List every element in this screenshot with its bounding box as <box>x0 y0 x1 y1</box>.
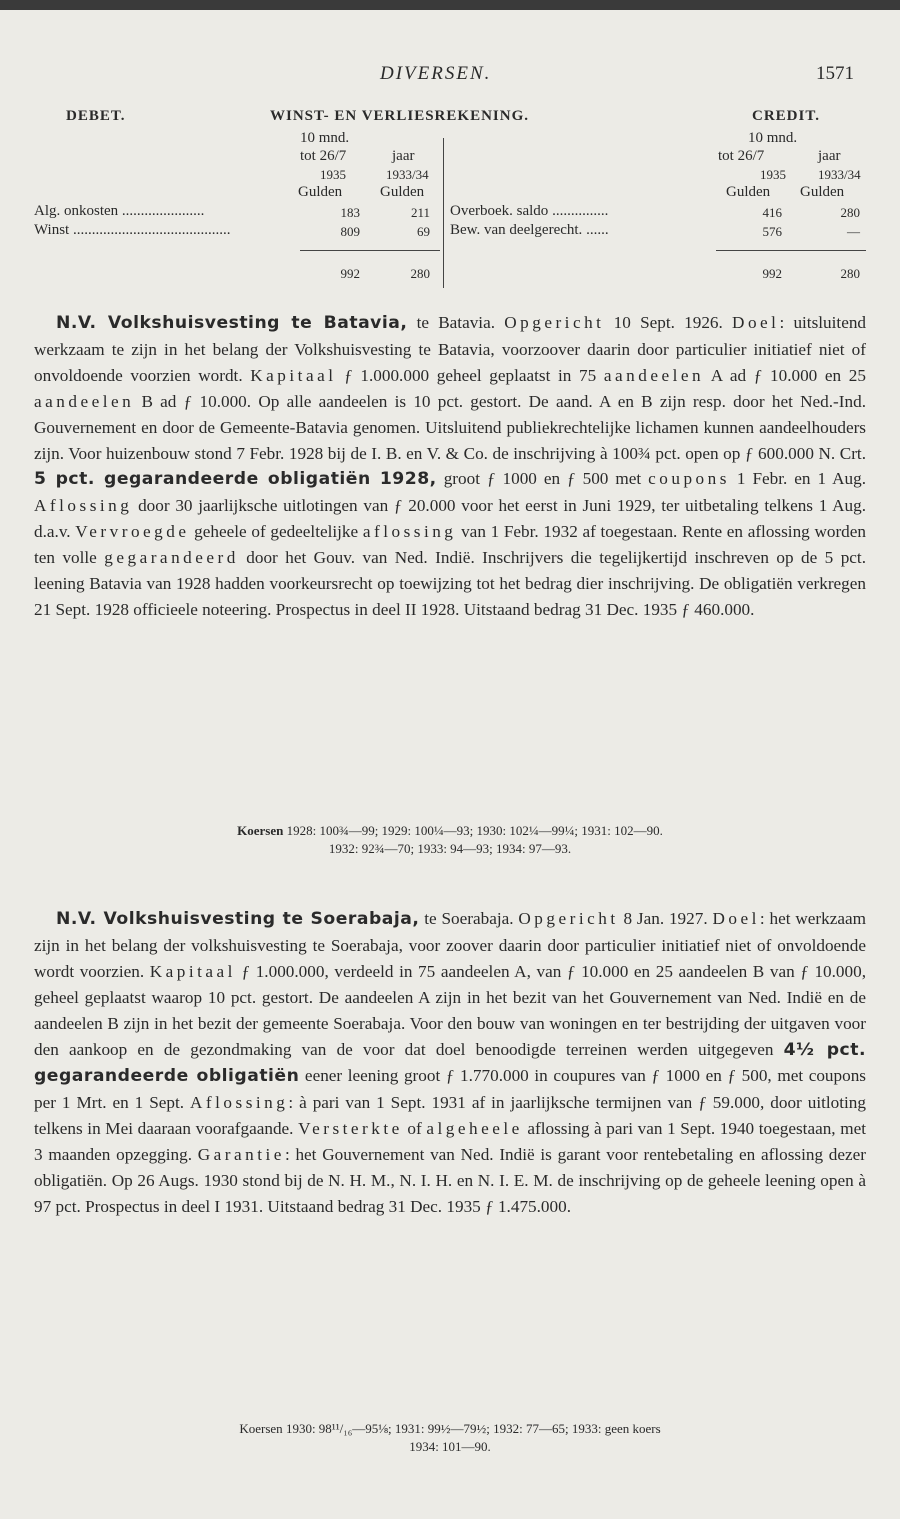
credit-jaar: jaar <box>818 148 841 164</box>
keyword: Aflossing <box>190 1093 289 1113</box>
keyword: aandeelen <box>603 365 705 385</box>
keyword: Opgericht <box>518 909 619 928</box>
debet-unit1: Gulden <box>298 184 343 200</box>
quotes-line: 1928: 100¾—99; 1929: 100¼—93; 1930: 102¼—99¼; 1931: 102—90. <box>283 823 663 838</box>
keyword: Kapitaal <box>149 961 236 981</box>
debet-jaar: jaar <box>392 148 415 164</box>
credit-tot: tot 26/7 <box>718 148 765 164</box>
credit-year2: 1933/34 <box>818 167 861 182</box>
ledger-divider <box>443 138 444 288</box>
debet-year1: 1935 <box>320 167 346 182</box>
quotes-label: Koersen <box>237 823 284 838</box>
quotes-line: 1934: 101—90. <box>409 1439 491 1454</box>
keyword: algeheele <box>426 1119 523 1139</box>
company-name: N.V. Volkshuisvesting te Batavia, <box>56 313 408 333</box>
keyword: Aflossing <box>34 496 133 516</box>
debet-row-value: 809 <box>340 224 360 239</box>
credit-row-value: 576 <box>762 224 782 239</box>
keyword: coupons <box>648 469 730 489</box>
debet-period: 10 mnd. <box>300 130 350 146</box>
scan-top-edge <box>0 0 900 10</box>
keyword: Doel <box>712 909 760 928</box>
debet-row-label: Alg. onkosten ...................... <box>34 203 205 219</box>
quotes-line: 1930: 98¹¹/₁₆—95⅛; 1931: 99½—79½; 1932: 77—65; 1933: geen koers <box>282 1421 661 1436</box>
keyword: Opgericht <box>504 313 605 332</box>
debet-row-value: 183 <box>340 205 360 220</box>
debet-total-rule <box>300 250 440 251</box>
credit-year1: 1935 <box>760 167 786 182</box>
profit-loss-account <box>0 130 900 290</box>
keyword: gegarandeerd <box>104 548 239 568</box>
credit-period: 10 mnd. <box>748 130 798 146</box>
quotes-label: Koersen <box>239 1421 283 1436</box>
keyword: aflossing <box>362 522 457 542</box>
credit-total-rule <box>716 250 866 251</box>
batavia-entry: N.V. Volkshuisvesting te Batavia, te Batavia. Opgericht 10 Sept. 1926. Doel: uitsluitend werkzaam te zijn in het belang der Volkshuisvesting te Batavia, voorzoover daarin door particulier initiatief niet of onvoldoende voorzien wordt. Kapitaal ƒ 1.000.000 geheel geplaatst in 75 aandeelen A ad ƒ 10.000 en 25 aandeelen B ad ƒ 10.000. Op alle aandeelen is 10 pct. gestort. De aand. A en B zijn resp. door het Ned.-Ind. Gouvernement en door de Gemeente-Batavia genomen. Uitsluitend publiekrechtelijke lichamen kunnen aandeelhouders zijn. Voor huizenbouw stond 7 Febr. 1928 bij de I. B. en V. & Co. de inschrijving à 100¾ pct. open op ƒ 600.000 N. Crt. 5 pct. gegarandeerde obligatiën 1928, groot ƒ 1000 en ƒ 500 met coupons 1 Febr. en 1 Aug. Aflossing door 30 jaarlijksche uitlotingen van ƒ 20.000 voor het eerst in Juni 1929, ter uitbetaling telkens 1 Aug. d.a.v. Vervroegde geheele of gedeeltelijke aflossing van 1 Febr. 1932 af toegestaan. Rente en aflossing worden ten volle gegarandeerd door het Gouv. van Ned. Indië. Inschrijvers die tegelijkertijd inschreven op de 5 pct. leening Batavia van 1928 hadden voorkeursrecht op toewijzing tot het bedrag dier inschrijving. De obligatiën verkregen 21 Sept. 1928 officieele noteering. Prospectus in deel II 1928. Uitstaand bedrag 31 Dec. 1935 ƒ 460.000. <box>34 313 867 619</box>
credit-row-value: — <box>847 224 860 239</box>
section-title: DIVERSEN. <box>380 63 492 84</box>
book-page <box>0 10 900 1519</box>
bond-title: 4½ pct. gegarandeerde obligatiën <box>34 1039 866 1087</box>
credit-row-label: Overboek. saldo ............... <box>450 203 609 219</box>
debet-tot: tot 26/7 <box>300 148 347 164</box>
credit-total: 992 <box>762 266 782 281</box>
soerabaja-entry: N.V. Volkshuisvesting te Soerabaja, te Soerabaja. Opgericht 8 Jan. 1927. Doel: het werkzaam zijn in het belang der volkshuisvesting te Soerabaja, voor zoover daarin door particulier initiatief niet of onvoldoende wordt voorzien. Kapitaal ƒ 1.000.000, verdeeld in 75 aandeelen A, van ƒ 10.000 en 25 aandeelen B van ƒ 10.000, geheel geplaatst waarop 10 pct. gestort. De aandeelen A zijn in het bezit van het Gouvernement van Ned. Indië en de aandeelen B zijn in het bezit der gemeente Soerabaja. Voor den bouw van woningen en ter bestrijding der uitgaven voor den aankoop en de gezondmaking van de voor dat doel benoodigde terreinen werden uitgegeven 4½ pct. gegarandeerde obligatiën eener leening groot ƒ 1.770.000 in coupures van ƒ 1000 en ƒ 500, met coupons per 1 Mrt. en 1 Sept. Aflossing: à pari van 1 Sept. 1931 af in jaarlijksche termijnen van ƒ 59.000, door uitloting telkens in Mei daaraan voorafgaande. Versterkte of algeheele aflossing à pari van 1 Sept. 1940 toegestaan, met 3 maanden opzegging. Garantie: het Gouvernement van Ned. Indië is garant voor rentebetaling en aflossing dezer obligatiën. Op 26 Augs. 1930 stond bij de N. H. M., N. I. H. en N. I. E. M. de inschrijving op de geheele leening open à 97 pct. Prospectus in deel I 1931. Uitstaand bedrag 31 Dec. 1935 ƒ 1.475.000. <box>34 909 867 1216</box>
ledger-title: WINST- EN VERLIESREKENING. <box>270 108 529 124</box>
soerabaja-quotes <box>0 1420 900 1456</box>
quotes-line: 1932: 92¾—70; 1933: 94—93; 1934: 97—93. <box>328 841 572 856</box>
debet-unit2: Gulden <box>380 184 425 200</box>
credit-unit2: Gulden <box>800 184 845 200</box>
keyword: Garantie <box>197 1145 285 1165</box>
debet-row-label: Winst .......................................... <box>34 222 231 238</box>
credit-row-value: 280 <box>840 205 860 220</box>
keyword: Doel <box>732 313 780 332</box>
credit-heading: CREDIT. <box>752 108 820 124</box>
debet-year2: 1933/34 <box>386 167 429 182</box>
keyword: Versterkte <box>298 1119 403 1139</box>
credit-unit1: Gulden <box>726 184 771 200</box>
credit-total: 280 <box>840 266 860 281</box>
keyword: aandeelen <box>34 391 135 411</box>
running-head <box>0 63 900 89</box>
debet-row-value: 69 <box>417 224 430 239</box>
debet-row-value: 211 <box>410 205 430 220</box>
debet-total: 280 <box>410 266 430 281</box>
batavia-quotes <box>0 822 900 858</box>
bond-title: 5 pct. gegarandeerde obligatiën 1928, <box>34 469 437 490</box>
page-number: 1571 <box>816 63 854 84</box>
keyword: Kapitaal <box>250 365 337 385</box>
company-name: N.V. Volkshuisvesting te Soerabaja, <box>56 909 420 929</box>
credit-row-label: Bew. van deelgerecht. ...... <box>450 222 609 238</box>
debet-total: 992 <box>340 266 360 281</box>
credit-row-value: 416 <box>762 205 782 220</box>
debet-heading: DEBET. <box>66 108 126 124</box>
keyword: Vervroegde <box>75 522 190 542</box>
